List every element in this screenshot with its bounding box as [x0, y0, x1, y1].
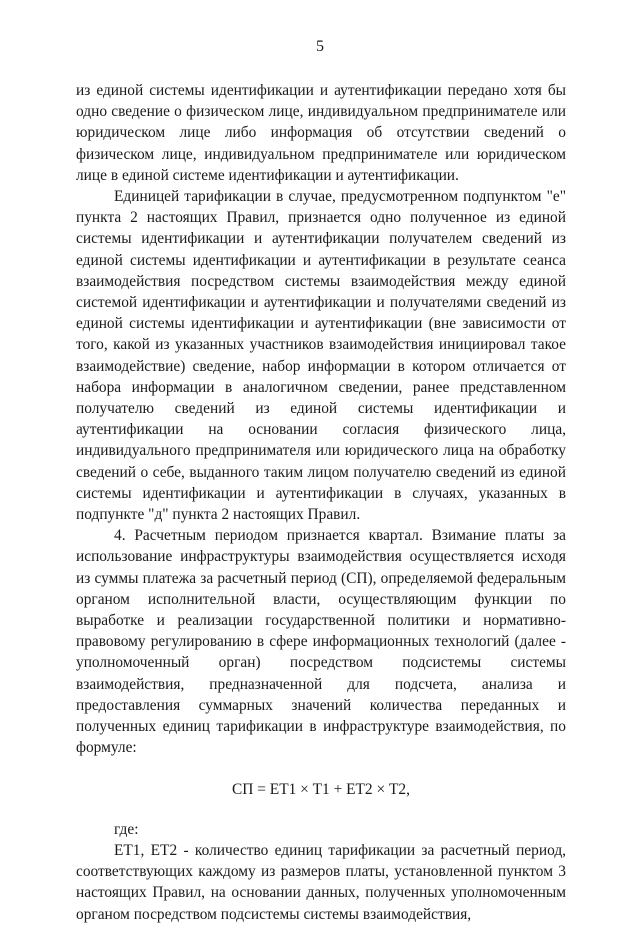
- paragraph-definition: ЕТ1, ЕТ2 - количество единиц тарификации за расчетный период, соответствующих каждому из размеров платы, установленной пунктом 3 настоящих Правил, на основании данных, полученных уполномоченным органом посредством подсистемы системы взаимодействия,: [76, 841, 566, 923]
- document-body: [76, 80, 566, 925]
- page-number: 5: [316, 38, 324, 55]
- payment-formula: СП = ЕТ1 × Т1 + ЕТ2 × Т2,: [232, 780, 410, 798]
- paragraph-settlement-period: 4. Расчетным периодом признается квартал. Взимание платы за использование инфраструктуры взаимодействия осуществляется исходя из суммы платежа за расчетный период (СП), определяемой федеральным органом исполнительной власти, осуществляющим функции по выработке и реализации государственной политики и нормативно-правовому регулированию в сфере информационных технологий (далее - уполномоченный орган) посредством подсистемы системы взаимодействия, предназначенной для подсчета, анализа и предоставления суммарных значений количества переданных и полученных единиц тарификации в инфраструктуре взаимодействия, по формуле:: [76, 527, 566, 757]
- where-label: где:: [114, 820, 139, 838]
- paragraph-tariff-unit: Единицей тарификации в случае, предусмотренном подпунктом "е" пункта 2 настоящих Правил, признается одно полученное из единой системы идентификации и аутентификации получателем сведений из единой системы идентификации и аутентификации в результате сеанса взаимодействия посредством системы взаимодействия между единой системой идентификации и аутентификации и получателями сведений из единой системы идентификации и аутентификации (вне зависимости от того, какой из указанных участников взаимодействия инициировал такое взаимодействие) сведение, набор информации в котором отличается от набора информации в аналогичном сведении, ранее представленном получателю сведений из единой системы идентификации и аутентификации на основании согласия физического лица, индивидуального предпринимателя или юридического лица на обработку сведений о себе, выданного таким лицом получателю сведений из единой системы идентификации и аутентификации в случаях, указанных в подпункте "д" пункта 2 настоящих Правил.: [76, 188, 566, 524]
- paragraph-continuation: из единой системы идентификации и аутентификации передано хотя бы одно сведение о физическом лице, индивидуальном предпринимателе или юридическом лице либо информация об отсутствии сведений о физическом лице, индивидуальном предпринимателе или юридическом лице в единой системе идентификации и аутентификации.: [76, 82, 566, 184]
